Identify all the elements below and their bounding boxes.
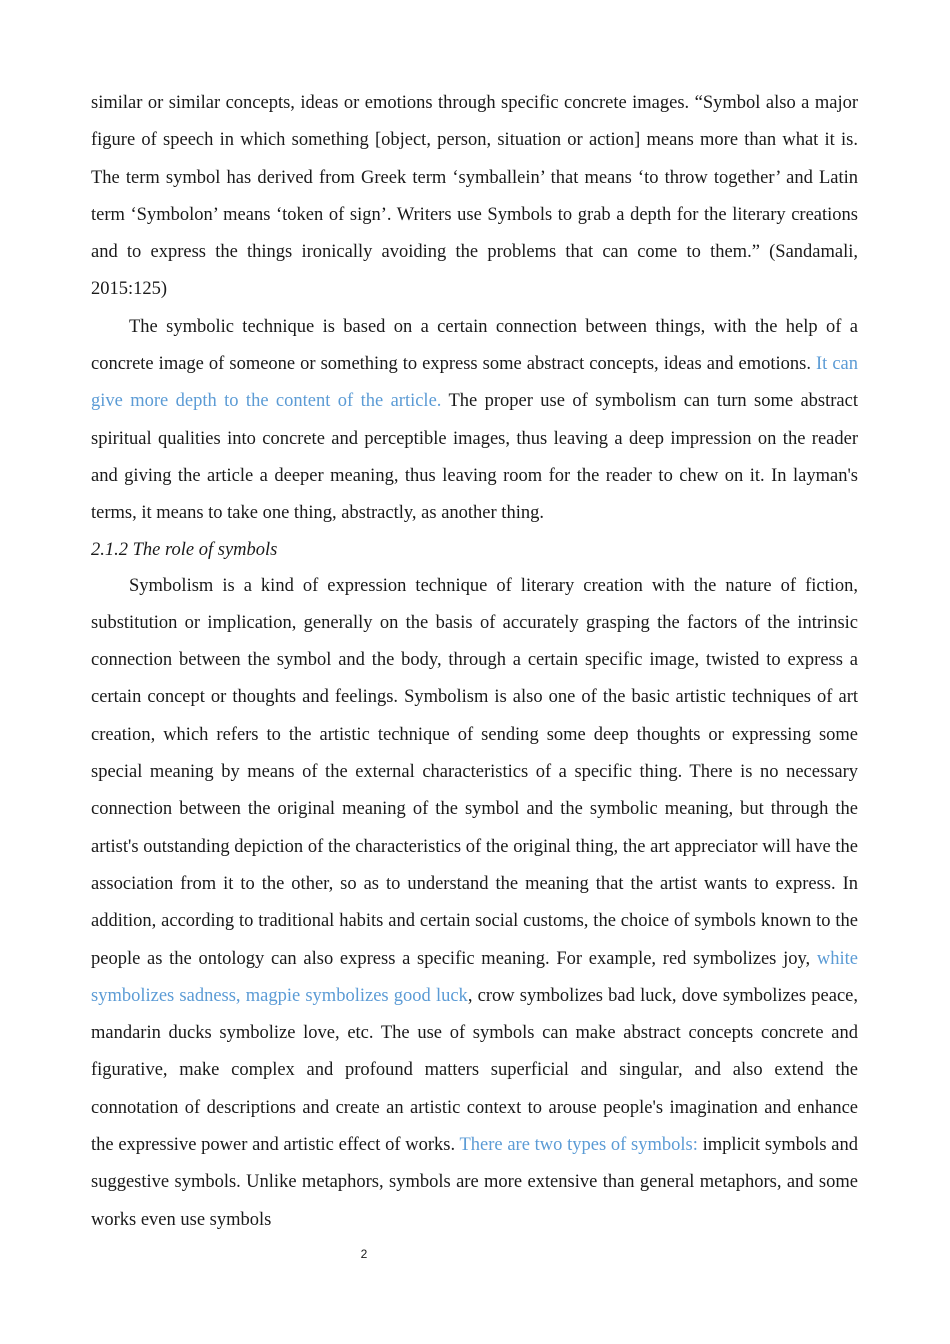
paragraph-symbolic-technique: [91, 309, 858, 533]
paragraph-symbol-definition: [91, 85, 858, 309]
document-page: [91, 85, 858, 1239]
highlighted-text: It can give more depth to the content of the article.: [91, 354, 858, 412]
paragraph-text: Symbolism is a kind of expression technique of literary creation with the nature of fiction, substitution or implication, generally on the basis of accurately grasping the factors of the intrinsic connection between the symbol and the body, through a certain specific image, twisted to express a certain concept or thoughts and feelings. Symbolism is also one of the basic artistic techniques of art creation, which refers to the artistic technique of sending some deep thoughts or expressing some special meaning by means of the external characteristics of a specific thing. There is no necessary connection between the original meaning of the symbol and the symbolic meaning, but through the artist's outstanding depiction of the characteristics of the original thing, the art appreciator will have the association from it to the other, so as to understand the meaning that the artist wants to express. In addition, according to traditional habits and certain social customs, the choice of symbols known to the people as the ontology can also express a specific meaning. For example, red symbolizes joy,: [91, 575, 858, 969]
paragraph-role-of-symbols: [91, 568, 858, 1239]
paragraph-text: implicit symbols and suggestive symbols. Unlike metaphors, symbols are more extensive than general metaphors, and some works even use symbols: [91, 1135, 858, 1230]
highlighted-text: white symbolizes sadness, magpie symbolizes good luck: [91, 948, 858, 1006]
paragraph-text: The proper use of symbolism can turn some abstract spiritual qualities into concrete and perceptible images, thus leaving a deep impression on the reader and giving the article a deeper meaning, thus leaving room for the reader to chew on it. In layman's terms, it means to take one thing, abstractly, as another thing.: [91, 391, 858, 524]
paragraph-text: The symbolic technique is based on a certain connection between things, with the help of a concrete image of someone or something to express some abstract concepts, ideas and emotions.: [91, 316, 858, 375]
highlighted-text: There are two types of symbols:: [459, 1135, 698, 1156]
page-number: 2: [360, 1247, 368, 1261]
paragraph-text: similar or similar concepts, ideas or emotions through specific concrete images. “Symbol also a major figure of speech in which something [object, person, situation or action] means more than what it is. The term symbol has derived from Greek term ‘symballein’ that means ‘to throw together’ and Latin term ‘Symbolon’ means ‘token of sign’. Writers use Symbols to grab a depth for the literary creations and to express the things ironically avoiding the problems that can come to them.” (Sandamali, 2015:125): [91, 93, 858, 300]
paragraph-text: , crow symbolizes bad luck, dove symbolizes peace, mandarin ducks symbolize love, etc. The use of symbols can make abstract concepts concrete and figurative, make complex and profound matters superficial and singular, and also extend the connotation of descriptions and create an artistic context to arouse people's imagination and enhance the expressive power and artistic effect of works.: [91, 985, 858, 1156]
section-heading: 2.1.2 The role of symbols: [91, 539, 278, 560]
